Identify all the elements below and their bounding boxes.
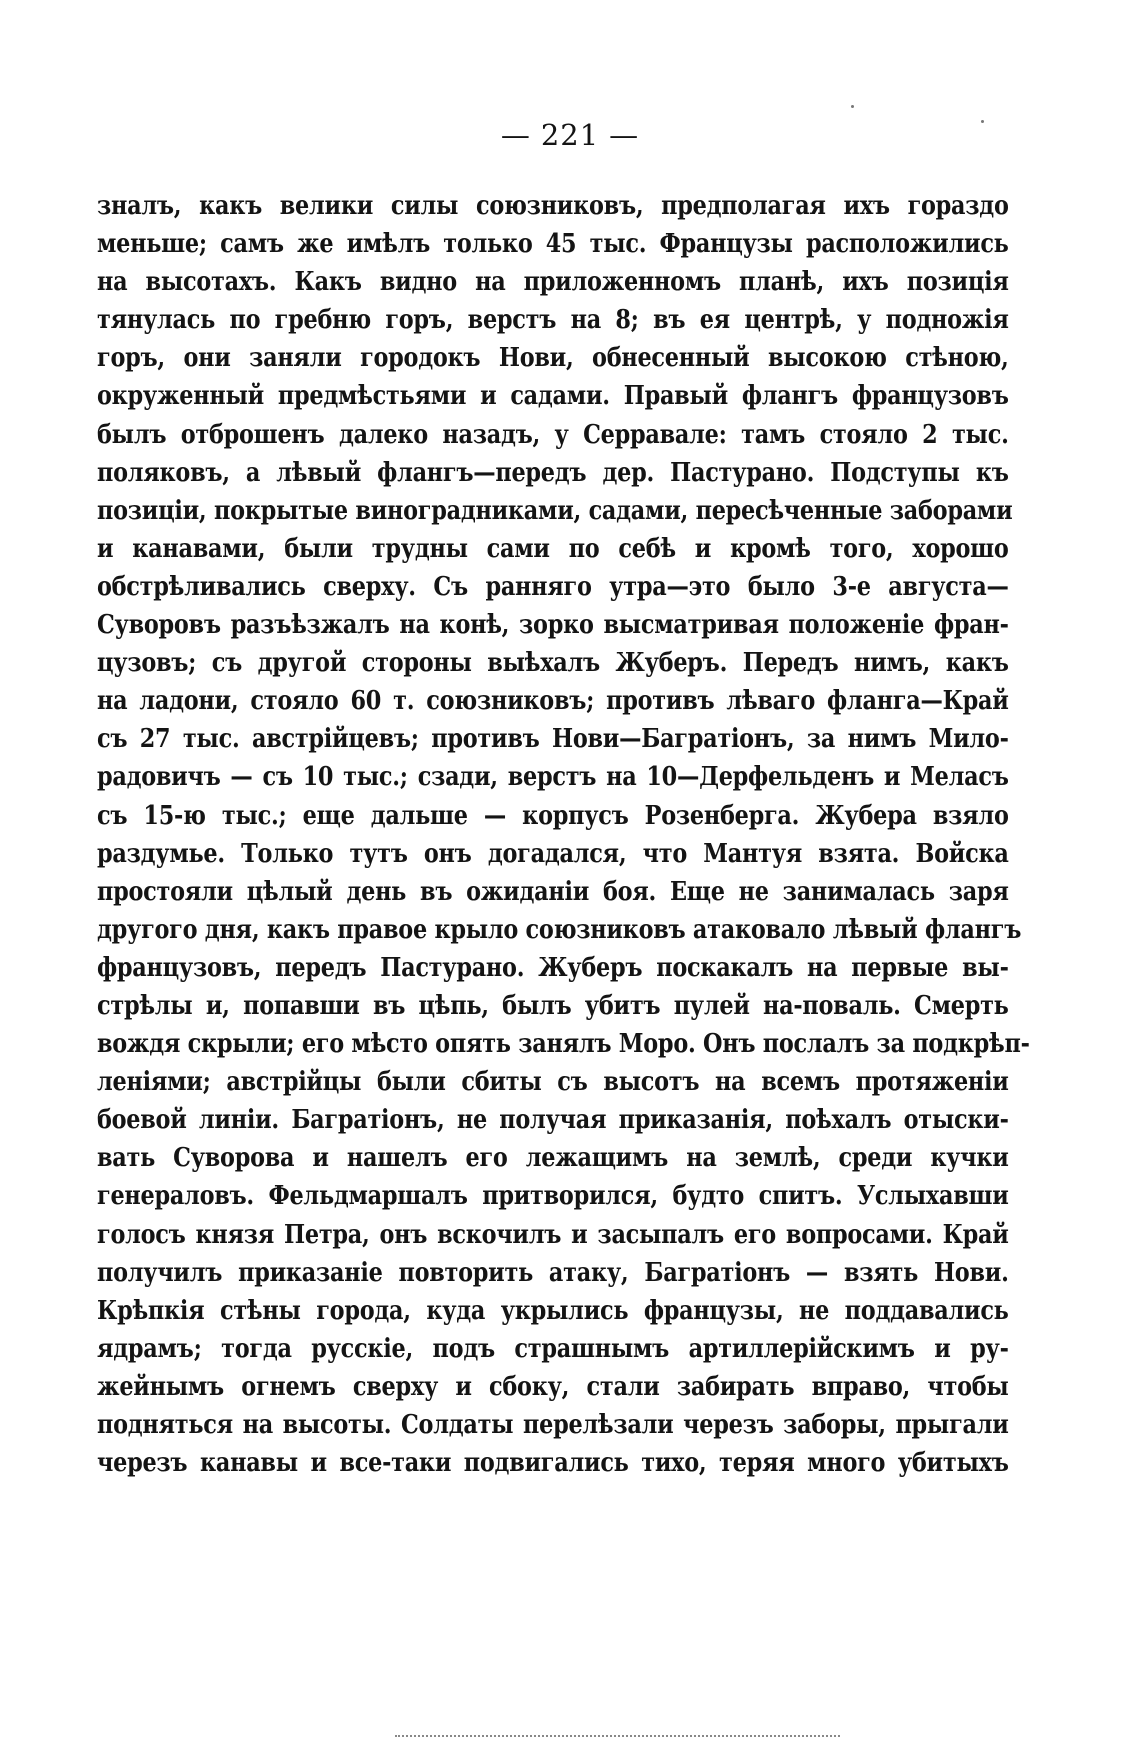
- text-line: черезъ канавы и все-таки подвигались тихо, теряя много убитыхъ: [97, 1448, 1009, 1479]
- text-line: цузовъ; съ другой стороны выѣхалъ Жуберъ. Передъ нимъ, какъ: [97, 648, 1009, 679]
- text-line: съ 27 тыс. австрійцевъ; противъ Нови—Багратіонъ, за нимъ Мило-: [97, 724, 1009, 755]
- text-line: и канавами, были трудны сами по себѣ и кромѣ того, хорошо: [97, 533, 1009, 564]
- text-line: былъ отброшенъ далеко назадъ, у Серравале: тамъ стояло 2 тыс.: [97, 419, 1009, 450]
- text-line: получилъ приказаніе повторить атаку, Багратіонъ — взять Нови.: [97, 1257, 1009, 1288]
- footer-scan-mark: [395, 1735, 840, 1737]
- text-line: подняться на высоты. Солдаты перелѣзали черезъ заборы, прыгали: [97, 1410, 1009, 1440]
- text-line: раздумье. Только тутъ онъ догадался, что Мантуя взята. Войска: [97, 838, 1009, 869]
- body-text: [97, 187, 1030, 1482]
- page-number-header: [0, 118, 1140, 152]
- text-line: леніями; австрійцы были сбиты съ высотъ на всемъ протяженіи: [97, 1067, 1009, 1098]
- text-line: на высотахъ. Какъ видно на приложенномъ планѣ, ихъ позиція: [97, 267, 1009, 298]
- text-line: горъ, они заняли городокъ Нови, обнесенный высокою стѣною,: [97, 343, 1009, 374]
- page-number: 221: [540, 118, 600, 152]
- text-line: генераловъ. Фельдмаршалъ притворился, будто спитъ. Услыхавши: [97, 1181, 1009, 1212]
- text-line: радовичъ — съ 10 тыс.; сзади, верстъ на 10—Дерфельденъ и Меласъ: [97, 762, 1009, 793]
- page-number-dash-right: —: [609, 118, 640, 152]
- text-line: Крѣпкія стѣны города, куда укрылись французы, не поддавались: [97, 1295, 1009, 1326]
- text-line: вать Суворова и нашелъ его лежащимъ на землѣ, среди кучки: [97, 1143, 1009, 1174]
- text-line: на ладони, стояло 60 т. союзниковъ; противъ лѣваго фланга—Край: [97, 686, 1009, 717]
- text-line: зналъ, какъ велики силы союзниковъ, предполагая ихъ гораздо: [97, 191, 1009, 221]
- text-line: окруженный предмѣстьями и садами. Правый флангъ французовъ: [97, 381, 1009, 412]
- text-line: меньше; самъ же имѣлъ только 45 тыс. Французы расположились: [97, 229, 1009, 260]
- text-line: обстрѣливались сверху. Съ ранняго утра—это было 3-е августа—: [97, 571, 1009, 602]
- text-line: другого дня, какъ правое крыло союзниковъ атаковало лѣвый флангъ: [97, 914, 1022, 945]
- text-line: Суворовъ разъѣзжалъ на конѣ, зорко высматривая положеніе фран-: [97, 610, 1009, 641]
- print-speck: [851, 105, 854, 108]
- print-speck: [981, 120, 984, 123]
- text-line: ядрамъ; тогда русскіе, подъ страшнымъ артиллерійскимъ и ру-: [97, 1333, 1009, 1364]
- text-line: простояли цѣлый день въ ожиданіи боя. Еще не занималась заря: [97, 876, 1009, 907]
- text-line: позиціи, покрытые виноградниками, садами, пересѣченные заборами: [97, 495, 1013, 526]
- text-line: голосъ князя Петра, онъ вскочилъ и засыпалъ его вопросами. Край: [97, 1219, 1009, 1250]
- text-line: французовъ, передъ Пастурано. Жуберъ поскакалъ на первые вы-: [97, 952, 1009, 983]
- text-line: съ 15-ю тыс.; еще дальше — корпусъ Розенберга. Жубера взяло: [97, 800, 1009, 831]
- page-number-dash-left: —: [500, 118, 531, 152]
- text-line: боевой линіи. Багратіонъ, не получая приказанія, поѣхалъ отыски-: [97, 1105, 1009, 1136]
- text-line: стрѣлы и, попавши въ цѣпь, былъ убитъ пулей на-поваль. Смерть: [97, 990, 1009, 1021]
- text-line: тянулась по гребню горъ, верстъ на 8; въ ея центрѣ, у подножія: [97, 305, 1009, 336]
- text-line: вождя скрыли; его мѣсто опять занялъ Моро. Онъ послалъ за подкрѣп-: [97, 1029, 1030, 1060]
- text-line: поляковъ, а лѣвый флангъ—передъ дер. Пастурано. Подступы къ: [97, 457, 1009, 488]
- text-line: жейнымъ огнемъ сверху и сбоку, стали забирать вправо, чтобы: [97, 1371, 1009, 1402]
